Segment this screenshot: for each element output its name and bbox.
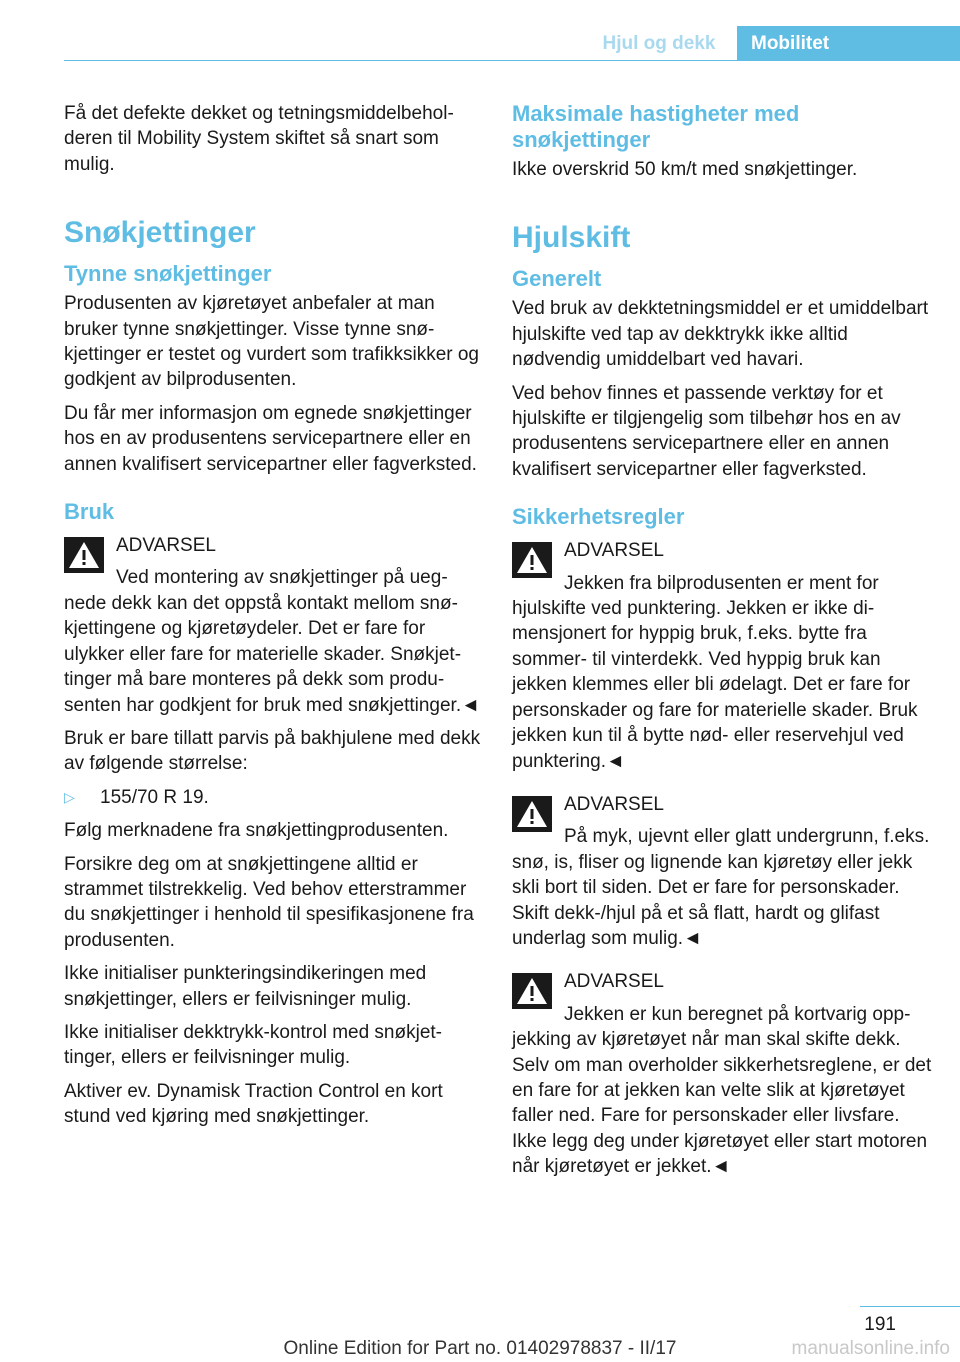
warning-text: Jekken fra bilprodusenten er ment for hjulskifte ved punktering. Jekken er ikke dimensjonert for hyppig bruk, f.eks. bytte fra sommer- til vinterdekk. Ved hyppig bruk kan jekken klemmes eller bli ødelagt. Det er fare for personskader og fare for materielle skader. Bruk jekken kun til å bytte nød- eller reservehjul ved punktering.◄ — [512, 572, 918, 772]
subheading-general: Generelt — [512, 266, 602, 292]
intro-paragraph: Få det defekte dekket og tetningsmiddelbeholderen til Mobility System skiftet så snart som mulig. — [64, 103, 454, 175]
subheading-use: Bruk — [64, 499, 115, 525]
warning-icon — [512, 973, 552, 1009]
list-item — [64, 785, 482, 810]
warning-title: ADVARSEL — [564, 971, 664, 993]
watermark: manualsonline.info — [791, 1338, 950, 1359]
warning-icon — [512, 542, 552, 578]
edition-footer: Online Edition for Part no. 01402978837 - II/17 — [283, 1338, 677, 1359]
triangle-bullet-icon: ▷ — [64, 788, 75, 805]
warning-block — [64, 533, 482, 718]
warning-text: Jekken er kun beregnet på kortvarig oppjekking av kjøretøyet når man skal skifte dekk. Selv om man overholder sikkerhetsreglene, er det en fare for at jekken kan velte slik at kjøretøyet faller ned. Fare for personskader eller livsfare. Ikke legg deg under kjøretøyet eller start motoren når kjøretøyet er jekket.◄ — [512, 1003, 932, 1178]
warning-text: På myk, ujevnt eller glatt undergrunn, f.eks. snø, is, fliser og lignende kan kjøretøy eller jekk skli bort til siden. Det er fare for personskader. Skift dekk-/hjul på et så flatt, hardt og glifast underlag som mulig.◄ — [512, 826, 930, 949]
page-number-rule — [860, 1306, 960, 1307]
paragraph: Forsikre deg om at snøkjettingene alltid er strammet tilstrekkelig. Ved behov etterstrammer du snøkjettinger i henhold til spesifikasjonene fra produsenten. — [64, 853, 474, 951]
subheading-thin-chains: Tynne snøkjettinger — [64, 261, 272, 287]
right-column — [512, 101, 932, 1188]
paragraph: Ikke initialiser punkteringsindikeringen med snøkjettinger, ellers er feilvisninger mulig. — [64, 963, 427, 1010]
left-column — [64, 101, 482, 1138]
paragraph: Ikke initialiser dekktrykk-kontrol med snøkjettinger, ellers er feilvisninger mulig. — [64, 1021, 442, 1069]
warning-block — [512, 792, 932, 951]
header-rule — [64, 60, 960, 61]
paragraph: Følg merknadene fra snøkjettingprodusenten. — [64, 820, 449, 842]
warning-title: ADVARSEL — [116, 535, 216, 557]
warning-block — [512, 969, 932, 1179]
section-heading-snow-chains: Snøkjettinger — [64, 216, 256, 250]
list-item-text: 155/70 R 19. — [100, 786, 209, 808]
paragraph: Produsenten av kjøretøyet anbefaler at man bruker tynne snøkjettinger. Visse tynne snøkjettinger er testet og vurdert som trafikksikker og godkjent av bilprodusenten. — [64, 293, 479, 391]
warning-title: ADVARSEL — [564, 793, 664, 815]
subheading-max-speed: Maksimale hastigheter med snøkjettinger — [512, 101, 800, 152]
warning-block — [512, 538, 932, 774]
paragraph: Bruk er bare tillatt parvis på bakhjulene med dekk av følgende størrelse: — [64, 727, 481, 775]
paragraph: Du får mer informasjon om egnede snøkjettinger hos en av produsentens servicepartnere eller en annen kvalifisert servicepartner eller fagverksted. — [64, 402, 477, 475]
subheading-safety-rules: Sikkerhetsregler — [512, 504, 685, 530]
chapter-tab: Mobilitet — [737, 26, 960, 61]
section-heading-wheel-change: Hjulskift — [512, 221, 631, 255]
warning-icon — [64, 537, 104, 573]
warning-icon — [512, 796, 552, 832]
paragraph: Ved behov finnes et passende verktøy for et hjulskifte er tilgjengelig som tilbehør hos en av produsentens servicepartnere eller en annen kvalifisert servicepartner eller fagverksted. — [512, 382, 901, 480]
warning-text: Ved montering av snøkjettinger på uegnede dekk kan det oppstå kontakt mellom snøkjettingene og kjøretøydeler. Det er fare for ulykker eller fare for materielle skader. Snøkjettinger må bare monteres på dekk som produsenten har godkjent for bruk med snøkjettinger.◄ — [64, 567, 480, 716]
paragraph: Aktiver ev. Dynamisk Traction Control en kort stund ved kjøring med snøkjettinger. — [64, 1080, 443, 1128]
paragraph: Ikke overskrid 50 km/t med snøkjettinger. — [512, 159, 858, 180]
page-number: 191 — [864, 1314, 896, 1335]
section-tab: Hjul og dekk — [602, 33, 716, 54]
paragraph: Ved bruk av dekktetningsmiddel er et umiddelbart hjulskifte ved tap av dekktrykk ikke alltid nødvendig umiddelbart ved havari. — [512, 298, 929, 371]
warning-title: ADVARSEL — [564, 540, 664, 562]
